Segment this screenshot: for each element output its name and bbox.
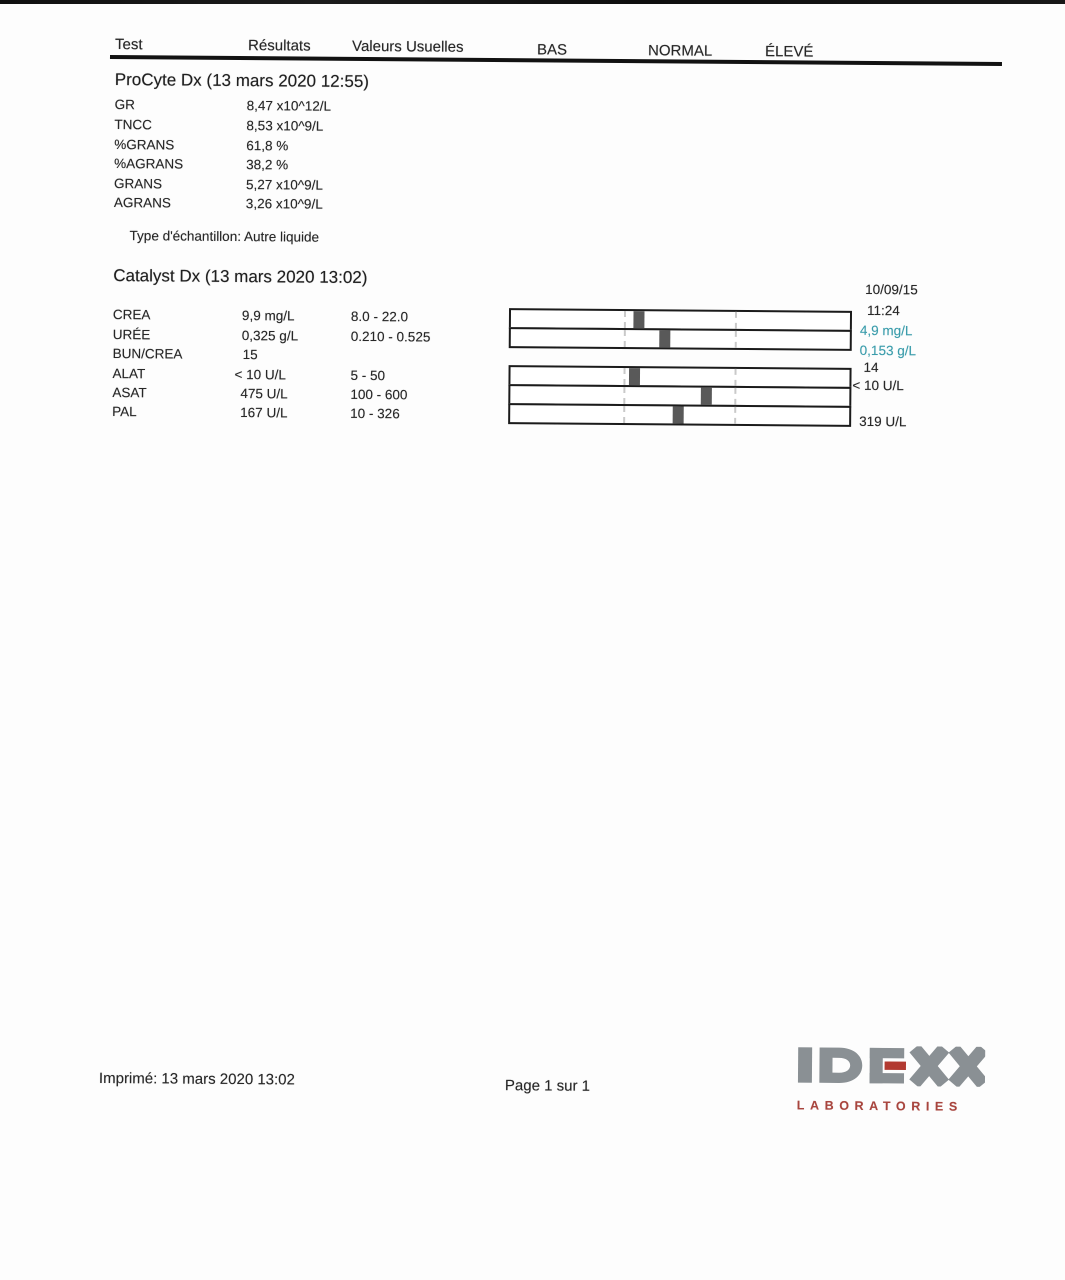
procyte-test-name: %GRANS — [114, 137, 175, 153]
procyte-result: 5,27 x10^9/L — [245, 177, 323, 193]
result-marker-asat — [701, 388, 712, 405]
column-header-test: Test — [115, 36, 143, 54]
idexx-logo-wordmark-icon — [797, 1045, 985, 1086]
printed-timestamp: Imprimé: 13 mars 2020 13:02 — [98, 1069, 295, 1089]
procyte-result: 3,26 x10^9/L — [245, 196, 323, 212]
column-header-valeurs-usuelles: Valeurs Usuelles — [352, 37, 464, 56]
catalyst-section-title: Catalyst Dx (13 mars 2020 13:02) — [113, 266, 368, 288]
catalyst-range: 8.0 - 22.0 — [350, 308, 409, 325]
catalyst-range: 5 - 50 — [350, 367, 386, 384]
procyte-result: 61,8 % — [246, 138, 289, 154]
result-marker-uree — [659, 330, 670, 347]
catalyst-result: 15 — [242, 347, 258, 363]
previous-value-pal: 319 U/L — [859, 413, 907, 430]
catalyst-range: 100 - 600 — [350, 386, 408, 403]
column-header-eleve: ÉLEVÉ — [764, 43, 814, 61]
procyte-test-name: GRANS — [113, 176, 163, 192]
previous-value-crea: 4,9 mg/L — [859, 322, 913, 339]
catalyst-result: 475 U/L — [240, 386, 288, 402]
idexx-logo-subtitle: LABORATORIES — [796, 1098, 963, 1114]
low-normal-boundary-line — [624, 387, 626, 404]
range-bar-uree — [509, 327, 852, 351]
procyte-section-title: ProCyte Dx (13 mars 2020 12:55) — [114, 70, 370, 92]
procyte-test-name: %AGRANS — [114, 156, 184, 172]
column-header-bas: BAS — [536, 41, 568, 59]
catalyst-test-name: URÉE — [112, 327, 151, 343]
normal-high-boundary-line — [735, 407, 737, 424]
catalyst-test-name: ASAT — [112, 385, 147, 401]
catalyst-test-name: ALAT — [112, 366, 146, 382]
previous-run-time: 11:24 — [866, 302, 900, 319]
procyte-result: 8,53 x10^9/L — [246, 118, 324, 134]
previous-run-date: 10/09/15 — [865, 281, 918, 298]
previous-value-alat: < 10 U/L — [852, 377, 904, 394]
idexx-logo — [797, 1045, 986, 1113]
catalyst-test-name: PAL — [112, 404, 137, 420]
low-normal-boundary-line — [624, 330, 626, 347]
catalyst-result: 9,9 mg/L — [241, 308, 295, 324]
procyte-test-name: TNCC — [114, 117, 153, 133]
procyte-test-name: GR — [114, 97, 135, 113]
procyte-result: 8,47 x10^12/L — [246, 98, 332, 114]
low-normal-boundary-line — [624, 311, 626, 328]
catalyst-test-name: CREA — [112, 307, 151, 323]
catalyst-result: < 10 U/L — [234, 366, 286, 383]
range-bar-group-1 — [509, 308, 852, 351]
procyte-test-name: AGRANS — [113, 195, 171, 211]
result-marker-crea — [634, 311, 645, 328]
result-marker-alat — [629, 368, 640, 385]
catalyst-range: 0.210 - 0.525 — [350, 328, 431, 345]
normal-high-boundary-line — [735, 369, 737, 386]
low-normal-boundary-line — [624, 368, 626, 385]
normal-high-boundary-line — [735, 331, 737, 348]
normal-high-boundary-line — [735, 388, 737, 405]
catalyst-range: 10 - 326 — [350, 405, 400, 422]
result-marker-pal — [673, 406, 684, 423]
range-bar-group-2 — [508, 365, 851, 427]
previous-value-uree: 0,153 g/L — [859, 342, 917, 359]
procyte-result: 38,2 % — [246, 157, 289, 173]
low-normal-boundary-line — [623, 406, 625, 423]
catalyst-test-name: BUN/CREA — [112, 346, 183, 362]
catalyst-result: 0,325 g/L — [241, 328, 299, 344]
previous-value-buncrea: 14 — [863, 359, 879, 376]
page-number: Page 1 sur 1 — [504, 1077, 591, 1095]
catalyst-result: 167 U/L — [240, 405, 288, 421]
normal-high-boundary-line — [735, 312, 737, 329]
column-header-resultats: Résultats — [248, 37, 311, 55]
column-header-normal: NORMAL — [647, 42, 713, 60]
sample-type-note: Type d'échantillon: Autre liquide — [129, 228, 320, 245]
range-bar-pal — [508, 403, 851, 427]
